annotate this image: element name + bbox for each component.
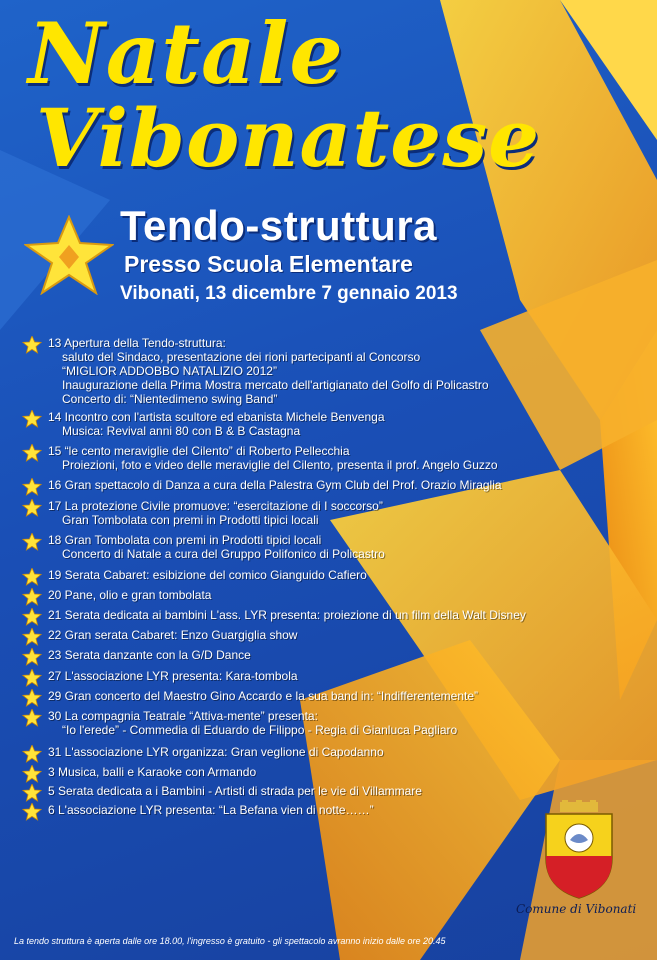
yellow-star-icon [22, 765, 42, 783]
yellow-star-icon [22, 784, 42, 802]
event-title: 16 Gran spettacolo di Danza a cura della Palestra Gym Club del Prof. Orazio Miraglia [48, 478, 502, 492]
comune-label: Comune di Vibonati [516, 902, 637, 916]
event-item [22, 568, 582, 582]
event-title: 5 Serata dedicata a i Bambini - Artisti di strada per le vie di Villammare [48, 784, 422, 798]
event-item [22, 628, 582, 642]
event-detail: Gran Tombolata con premi in Prodotti tipici locali [62, 513, 319, 527]
subtitle-tendo-struttura: Tendo-struttura [120, 202, 438, 249]
event-title: 20 Pane, olio e gran tombolata [48, 588, 212, 602]
yellow-star-icon [22, 478, 42, 496]
event-item [22, 336, 582, 406]
event-detail: Concerto di: “Nientedimeno swing Band” [62, 392, 278, 406]
event-item [22, 669, 582, 683]
yellow-star-icon [22, 568, 42, 586]
event-title: 30 La compagnia Teatrale “Attiva-mente” presenta: [48, 709, 318, 723]
yellow-star-icon [22, 745, 42, 763]
event-title: 3 Musica, balli e Karaoke con Armando [48, 765, 257, 779]
yellow-star-icon [22, 444, 42, 462]
event-detail: Proiezioni, foto e video delle meraviglie del Cilento, presenta il prof. Angelo Guzzo [62, 458, 498, 472]
event-title: 22 Gran serata Cabaret: Enzo Guargiglia show [48, 628, 298, 642]
event-item [22, 588, 582, 602]
event-item [22, 689, 582, 703]
event-item [22, 499, 582, 527]
event-item [22, 444, 582, 472]
yellow-star-icon [22, 608, 42, 626]
event-detail: “MIGLIOR ADDOBBO NATALIZIO 2012” [62, 364, 277, 378]
yellow-star-icon [22, 648, 42, 666]
title-line-1: Natale [28, 4, 344, 103]
event-title: 31 L'associazione LYR organizza: Gran veglione di Capodanno [48, 745, 384, 759]
title-line-2: Vibonatese [36, 91, 541, 185]
event-title: 18 Gran Tombolata con premi in Prodotti tipici locali [48, 533, 322, 547]
event-item [22, 765, 582, 779]
event-title: 15 “le cento meraviglie del Cilento” di Roberto Pellecchia [48, 444, 350, 458]
yellow-star-icon [22, 499, 42, 517]
dates-text: Vibonati, 13 dicembre 7 gennaio 2013 [120, 283, 458, 304]
event-detail: Inaugurazione della Prima Mostra mercato dell'artigianato del Golfo di Policastro [62, 378, 489, 392]
coat-of-arms-icon [540, 800, 618, 900]
event-title: 6 L'associazione LYR presenta: “La Befana vien di notte……” [48, 803, 374, 817]
event-item [22, 533, 582, 561]
event-item [22, 608, 582, 622]
events-list [22, 330, 582, 817]
yellow-star-icon [22, 669, 42, 687]
event-title: 17 La protezione Civile promuove: “esercitazione di I soccorso” [48, 499, 383, 513]
event-item [22, 478, 582, 492]
event-title: 21 Serata dedicata ai bambini L'ass. LYR presenta: proiezione di un film della Walt Disney [48, 608, 526, 622]
footer-note: La tendo struttura è aperta dalle ore 18.00, l'ingresso è gratuito - gli spettacolo avranno inizio dalle ore 20.45 [14, 936, 446, 946]
event-title: 14 Incontro con l'artista scultore ed ebanista Michele Benvenga [48, 410, 385, 424]
yellow-star-icon [22, 628, 42, 646]
yellow-star-icon [22, 689, 42, 707]
event-detail: saluto del Sindaco, presentazione dei rioni partecipanti al Concorso [62, 350, 421, 364]
event-title: 23 Serata danzante con la G/D Dance [48, 648, 251, 662]
event-detail: Musica: Revival anni 80 con B & B Castagna [62, 424, 301, 438]
event-item [22, 709, 582, 737]
yellow-star-icon [22, 533, 42, 551]
event-title: 19 Serata Cabaret: esibizione del comico Gianguido Cafiero [48, 568, 367, 582]
yellow-star-icon [22, 410, 42, 428]
venue-text: Presso Scuola Elementare [124, 251, 413, 277]
event-title: 27 L'associazione LYR presenta: Kara-tombola [48, 669, 298, 683]
event-detail: “Io l'erede” - Commedia di Eduardo de Filippo - Regia di Gianluca Pagliaro [62, 723, 458, 737]
yellow-star-icon [22, 588, 42, 606]
event-item [22, 745, 582, 759]
event-item [22, 803, 582, 817]
event-detail: Concerto di Natale a cura del Gruppo Polifonico di Policastro [62, 547, 385, 561]
event-item [22, 784, 582, 798]
event-title: 13 Apertura della Tendo-struttura: [48, 336, 226, 350]
event-item [22, 648, 582, 662]
star-logo-icon [24, 215, 114, 295]
event-item [22, 410, 582, 438]
yellow-star-icon [22, 336, 42, 354]
yellow-star-icon [22, 709, 42, 727]
event-title: 29 Gran concerto del Maestro Gino Accardo e la sua band in: “Indifferentemente” [48, 689, 479, 703]
yellow-star-icon [22, 803, 42, 821]
